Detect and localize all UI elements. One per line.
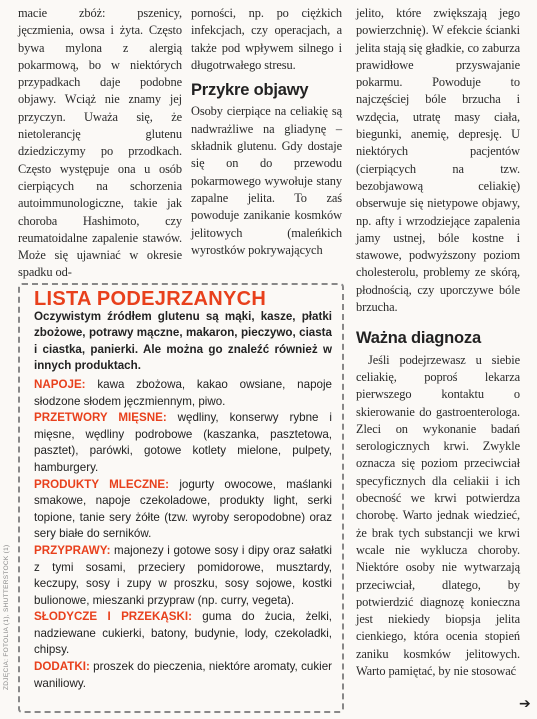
list-item-category: NAPOJE: — [34, 377, 86, 391]
body-text: jelito, które zwiększają jego powierzchnię). W efekcie ścianki jelita stają się gładkie, co zaburza prawidłowe przyswajanie pokarmu. Powoduje to najczęściej bóle brzucha i wzdęcia, utratę masy ciała, biegunki, anemię, depresję. U niektórych pacjentów (cierpiących na tzw. bezobjawową celiakię) obserwuje się nietypowe objawy, np. afty i wrzodziejące zapalenia jamy ustnej, bóle kostne i stawowe, podwyższony poziom cholesterolu, problemy ze skórą, płodnością, czy uporczywe bóle brzucha. — [356, 6, 520, 315]
column-3 — [356, 5, 520, 680]
column-1 — [18, 5, 182, 282]
list-item — [34, 410, 332, 476]
list-item-category: DODATKI: — [34, 660, 90, 674]
list-item-category: SŁODYCZE I PRZEKĄSKI: — [34, 610, 192, 624]
body-text: Jeśli podejrzewasz u siebie celiakię, poproś lekarza pierwszego kontaktu o skierowanie do gastroenterologa. Zleci on wykonanie badań serologicznych krwi. Zwykle oznacza się poziom przeciwciał specyficznych dla celiakii i ich obecność we krwi potwierdza chorobę. Warto jednak wiedzieć, że brak tych substancji we krwi wcale nie wyklucza choroby. Niektóre osoby nie wytwarzają przeciwciał, dlatego, by potwierdzić diagnozę konieczna jest niekiedy biopsja jelita cienkiego, która ocenia stopień zaniku kosmków jelitowych. Warto pamiętać, by nie stosować — [356, 352, 520, 678]
list-item — [34, 609, 332, 659]
list-item-category: PRODUKTY MLECZNE: — [34, 477, 170, 491]
section-heading: Przykre objawy — [191, 81, 309, 100]
section-heading: Ważna diagnoza — [356, 329, 481, 348]
arrow-right-icon: ➔ — [519, 696, 531, 712]
list-item-category: PRZETWORY MIĘSNE: — [34, 411, 167, 425]
body-text: porności, np. po ciężkich infekcjach, czy operacjach, a także pod wpływem silnego i długotrwałego stresu. — [191, 6, 342, 72]
list-item-text: guma do żucia, żelki, nadziewane cukierki, batony, budynie, lody, czekoladki, chipsy. — [34, 610, 332, 657]
suspects-list-box — [18, 283, 344, 713]
list-item-text: majonezy i gotowe sosy i dipy oraz sałatki z tymi sosami, przeciery pomidorowe, musztardy, keczupy, sosy i zupy w proszku, sosy sojowe, kostki bulionowe, mieszanki przypraw (np. curry, vegeta). — [34, 543, 332, 607]
body-text: Osoby cierpiące na celiakię są nadwrażliwe na gliadynę – składnik glutenu. Gdy dostaje się on do przewodu pokarmowego wywołuje stany zapalne jelita. To zaś powoduje zanikanie kosmków jelitowych (maleńkich wyrostków pokrywających — [191, 104, 342, 257]
list-item — [34, 377, 332, 410]
list-item-text: kawa zbożowa, kakao owsiane, napoje słodzone słodem jęczmiennym, piwo. — [34, 377, 332, 408]
list-item — [34, 659, 332, 692]
photo-credit: ZDJĘCIA: FOTOLIA (1), SHUTTERSTOCK (1) — [3, 544, 10, 690]
box-title: LISTA PODEJRZANYCH — [34, 288, 267, 310]
column-2 — [191, 5, 342, 259]
list-item-text: proszek do pieczenia, niektóre aromaty, cukier waniliowy. — [34, 660, 332, 690]
list-item-category: PRZYPRAWY: — [34, 543, 111, 557]
list-item-text: jogurty owocowe, maślanki smakowe, napoje czekoladowe, produkty light, serki topione, tanie sery żółte (tzw. wyroby seropodobne) oraz sery białe do serników. — [34, 477, 332, 541]
list-item — [34, 477, 332, 543]
list-item — [34, 543, 332, 609]
body-text: macie zbóż: pszenicy, jęczmienia, owsa i żyta. Często bywa mylona z alergią pokarmową, bo w niektórych przypadkach daje podobne objawy. Wciąż nie znamy jej przyczyn. Uważa się, że nietolerancję glutenu dziedziczymy po przodkach. Często występuje ona u osób cierpiących na schorzenia autoimmunologiczne, takie jak choroba Hashimoto, czy reumatoidalne zapalenie stawów. Może się ujawniać w okresie spadku od- — [18, 6, 182, 280]
box-intro: Oczywistym źródłem glutenu są mąki, kasze, płatki zbożowe, potrawy mączne, makaron, pieczywo, ciasta i ciastka, panierki. Ale można go znaleźć również w innych produktach. — [34, 309, 332, 373]
list-item-text: wędliny, konserwy rybne i mięsne, wędliny podrobowe (kaszanka, pasztetowa, pasztet), parówki, gotowe kotlety mielone, pulpety, hamburgery. — [34, 411, 332, 474]
